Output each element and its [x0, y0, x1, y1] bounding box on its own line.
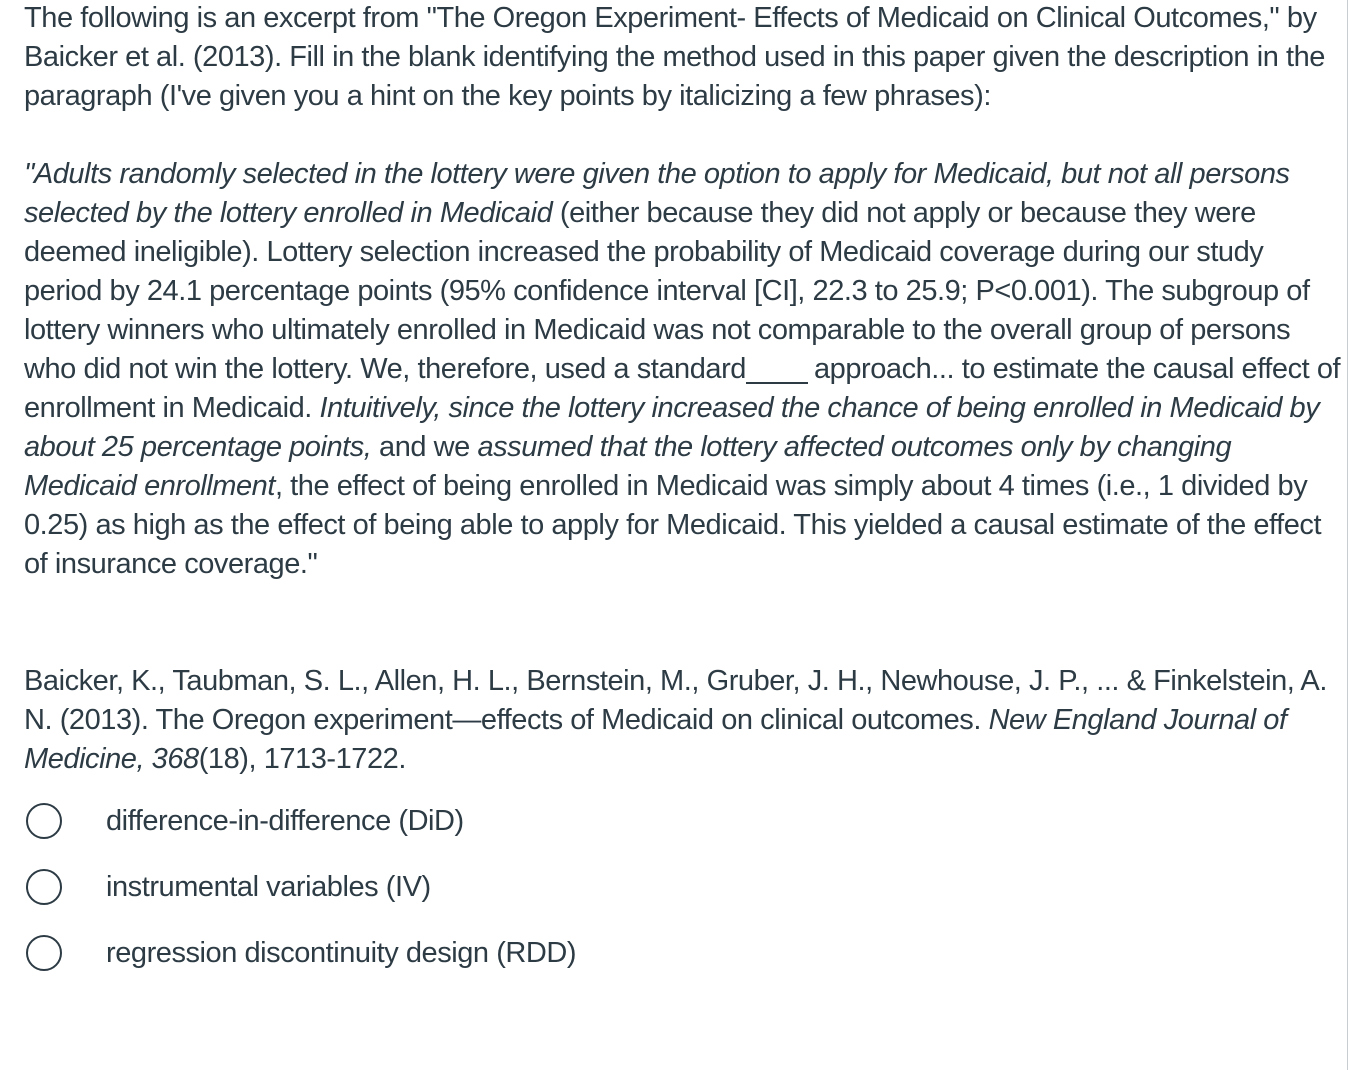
quote-italic-6: assumed that the lottery affected outcomes only by changing Medicaid enrollment [24, 431, 1232, 502]
answer-label[interactable]: instrumental variables (IV) [106, 870, 431, 903]
quote-italic-4: Intuitively, since the lottery increased the chance of being enrolled in Medicaid by about 25 percentage points, [24, 392, 1320, 463]
citation-rest: (18), 1713-1722. [198, 743, 406, 775]
question-quote [24, 155, 1342, 584]
question-intro: The following is an excerpt from "The Oregon Experiment- Effects of Medicaid on Clinical Outcomes," by Baicker et al. (2013). Fill in the blank identifying the method used in this paper given the description in the paragraph (I've given you a hint on the key points by italicizing a few phrases): [24, 2, 1325, 112]
citation [24, 662, 1342, 779]
quote-text-3: approach... to estimate the causal effect of enrollment in Medicaid. [24, 353, 1341, 424]
question-content [24, 0, 1342, 986]
citation-authors: Baicker, K., Taubman, S. L., Allen, H. L., Bernstein, M., Gruber, J. H., Newhouse, J. P., ... & Finkelstein, A. N. (2013). The Oregon experiment—effects of Medicaid on clinical outcomes. [24, 665, 1327, 736]
radio-button[interactable] [26, 869, 62, 905]
answer-option-did[interactable] [24, 788, 1342, 854]
citation-journal: New England Journal of Medicine, 368 [24, 704, 1287, 775]
quote-italic-1: "Adults randomly selected in the lottery were given the option to apply for Medicaid, but not all persons selected by the lottery enrolled in Medicaid [24, 158, 1290, 229]
fill-in-blank [746, 352, 808, 384]
radio-button[interactable] [26, 803, 62, 839]
answer-list [24, 788, 1342, 986]
radio-button[interactable] [26, 935, 62, 971]
quote-text-7: , the effect of being enrolled in Medicaid was simply about 4 times (i.e., 1 divided by 0.25) as high as the effect of being able to apply for Medicaid. This yielded a causal estimate of the effect of insurance coverage." [24, 470, 1322, 580]
quote-text-5: and we [371, 431, 478, 463]
answer-option-rdd[interactable] [24, 920, 1342, 986]
answer-option-iv[interactable] [24, 854, 1342, 920]
answer-label[interactable]: difference-in-difference (DiD) [106, 804, 464, 837]
quote-text-2: (either because they did not apply or because they were deemed ineligible). Lottery selection increased the probability of Medicaid coverage during our study period by 24.1 percentage points (95% confidence interval [CI], 22.3 to 25.9; P<0.001). The subgroup of lottery winners who ultimately enrolled in Medicaid was not comparable to the overall group of persons who did not win the lottery. We, therefore, used a standard [24, 197, 1310, 385]
answer-label[interactable]: regression discontinuity design (RDD) [106, 936, 577, 969]
